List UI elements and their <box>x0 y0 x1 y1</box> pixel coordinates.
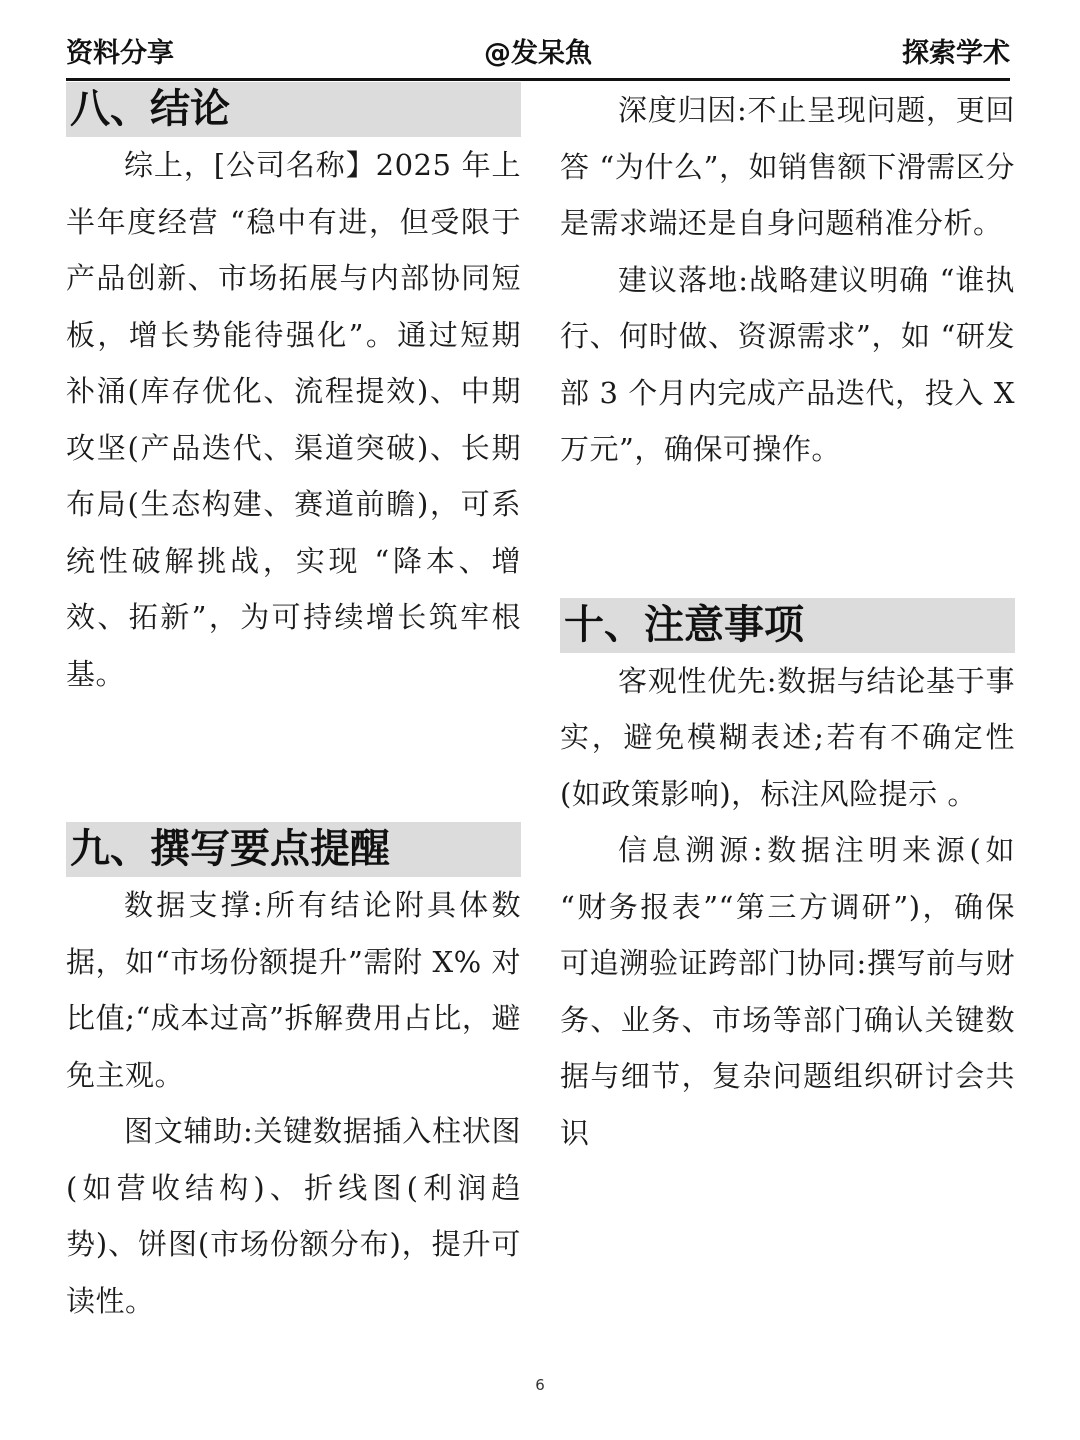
section-title-writing-tips: 九、撰写要点提醒 <box>66 822 521 877</box>
writing-tip-actionable: 建议落地:战略建议明确 “谁执行、何时做、资源需求”，如 “研发部 3 个月内完成产品迭代，投入 X 万元”，确保可操作。 <box>560 262 1015 466</box>
spacer <box>560 478 1015 598</box>
header-left-label: 资料分享 <box>66 38 174 69</box>
note-traceability: 信息溯源:数据注明来源(如 “财务报表”“第三方调研”)，确保可追溯验证跨部门协同:撰写前与财务、业务、市场等部门确认关键数据与细节，复杂问题组织研讨会共识 <box>560 833 1015 1150</box>
section-title-notes: 十、注意事项 <box>560 598 1015 653</box>
page-header <box>66 32 1010 81</box>
writing-tip-data-support: 数据支撑:所有结论附具体数据，如“市场份额提升”需附 X% 对比值;“成本过高”拆解费用占比，避免主观。 <box>66 888 521 1092</box>
note-objectivity: 客观性优先:数据与结论基于事实，避免模糊表述;若有不确定性(如政策影响)，标注风险提示 。 <box>560 663 1015 811</box>
header-right-label: 探索学术 <box>902 38 1010 69</box>
page-number: 6 <box>535 1376 545 1394</box>
writing-tip-root-cause: 深度归因:不止呈现问题，更回答 “为什么”，如销售额下滑需区分是需求端还是自身问题稍准分析。 <box>560 93 1015 240</box>
left-column <box>66 82 521 1329</box>
writing-tip-charts: 图文辅助:关键数据插入柱状图(如营收结构)、折线图(利润趋势)、饼图(市场份额分布)，提升可读性。 <box>66 1114 521 1318</box>
spacer <box>66 702 521 822</box>
header-author-label: @发呆魚 <box>484 38 592 69</box>
right-column <box>560 82 1015 1161</box>
section-title-conclusion: 八、结论 <box>66 82 521 137</box>
conclusion-paragraph: 综上，[公司名称】2025 年上半年度经营 “稳中有进，但受限于产品创新、市场拓展与内部协同短板，增长势能待强化”。通过短期补涌(库存优化、流程提效)、中期攻坚(产品迭代、渠道突破)、长期布局(生态构建、赛道前瞻)，可系统性破解挑战，实现 “降本、增效、拓新”，为可持续增长筑牢根基。 <box>66 148 521 691</box>
